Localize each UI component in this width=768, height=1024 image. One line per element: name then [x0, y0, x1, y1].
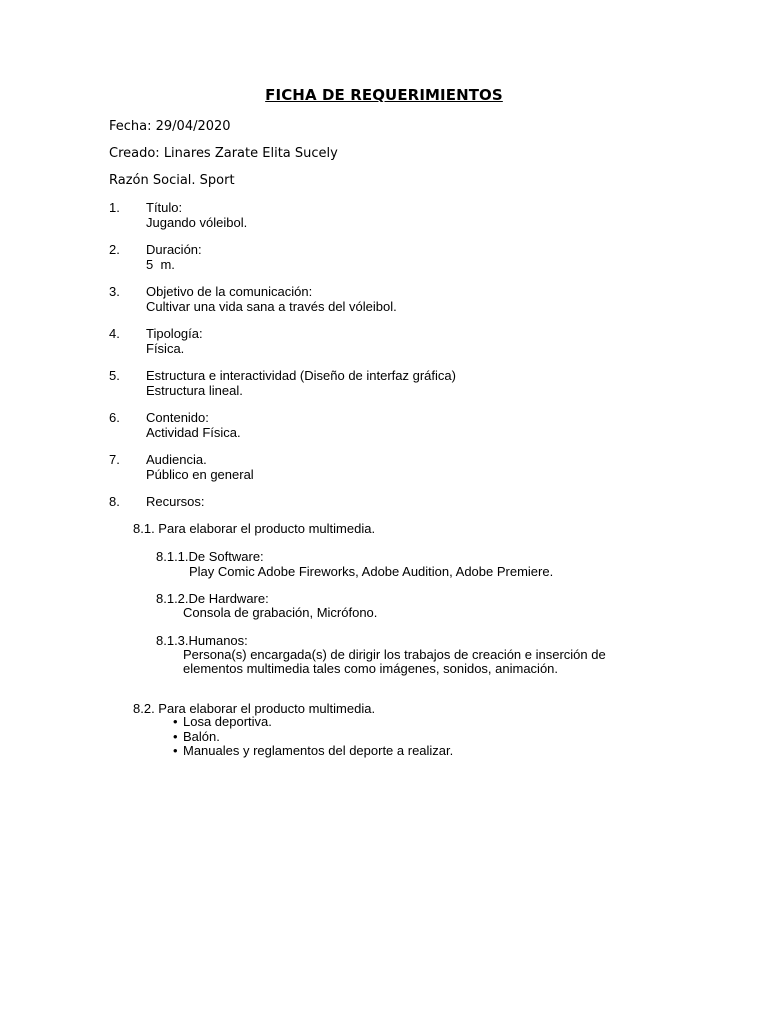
- item-number: 4.: [109, 326, 120, 341]
- subsection-8-1-1-value: Play Comic Adobe Fireworks, Adobe Audition, Adobe Premiere.: [189, 564, 554, 579]
- bullet-text: Manuales y reglamentos del deporte a realizar.: [183, 743, 454, 758]
- item-label: Recursos:: [146, 494, 205, 509]
- company-line: Razón Social. Sport: [109, 173, 235, 188]
- item-number: 6.: [109, 410, 120, 425]
- subsection-8-1-2-label: 8.1.2.De Hardware:: [156, 591, 269, 606]
- item-value: Estructura lineal.: [146, 383, 243, 398]
- list-item: [170, 730, 453, 745]
- item-value: Física.: [146, 341, 185, 356]
- item-value: Cultivar una vida sana a través del vóleibol.: [146, 299, 397, 314]
- item-label: Duración:: [146, 242, 202, 257]
- subsection-8-1-3-value-line1: Persona(s) encargada(s) de dirigir los trabajos de creación e inserción de: [183, 647, 606, 662]
- item-number: 1.: [109, 200, 120, 215]
- item-number: 3.: [109, 284, 120, 299]
- item-number: 7.: [109, 452, 120, 467]
- subsection-8-1-3-label: 8.1.3.Humanos:: [156, 633, 248, 648]
- item-number: 8.: [109, 494, 120, 509]
- subsection-8-1-1-label: 8.1.1.De Software:: [156, 549, 264, 564]
- item-number: 2.: [109, 242, 120, 257]
- page-title: FICHA DE REQUERIMIENTOS: [265, 86, 503, 104]
- item-label: Objetivo de la comunicación:: [146, 284, 313, 299]
- bullet-text: Losa deportiva.: [183, 714, 272, 729]
- item-label: Audiencia.: [146, 452, 207, 467]
- bullet-icon: •: [173, 714, 178, 729]
- date-line: Fecha: 29/04/2020: [109, 119, 231, 134]
- bullet-list: [170, 715, 453, 759]
- list-item: [170, 715, 453, 730]
- subsection-8-1-2-value: Consola de grabación, Micrófono.: [183, 605, 378, 620]
- item-value: Actividad Física.: [146, 425, 241, 440]
- item-value: Público en general: [146, 467, 254, 482]
- item-label: Título:: [146, 200, 183, 215]
- bullet-icon: •: [173, 728, 178, 744]
- item-number: 5.: [109, 368, 120, 383]
- item-value: Jugando vóleibol.: [146, 215, 248, 230]
- bullet-icon: •: [173, 743, 178, 758]
- bullet-text: Balón.: [183, 728, 220, 744]
- subsection-8-1-3-value-line2: elementos multimedia tales como imágenes, sonidos, animación.: [183, 661, 559, 676]
- list-item: [170, 744, 453, 759]
- subsection-8-2: 8.2. Para elaborar el producto multimedia.: [133, 701, 376, 716]
- subsection-8-1: 8.1. Para elaborar el producto multimedia.: [133, 521, 376, 536]
- item-label: Estructura e interactividad (Diseño de interfaz gráfica): [146, 368, 456, 383]
- item-label: Contenido:: [146, 410, 209, 425]
- item-label: Tipología:: [146, 326, 203, 341]
- item-value: 5 m.: [146, 257, 175, 272]
- creator-line: Creado: Linares Zarate Elita Sucely: [109, 146, 338, 161]
